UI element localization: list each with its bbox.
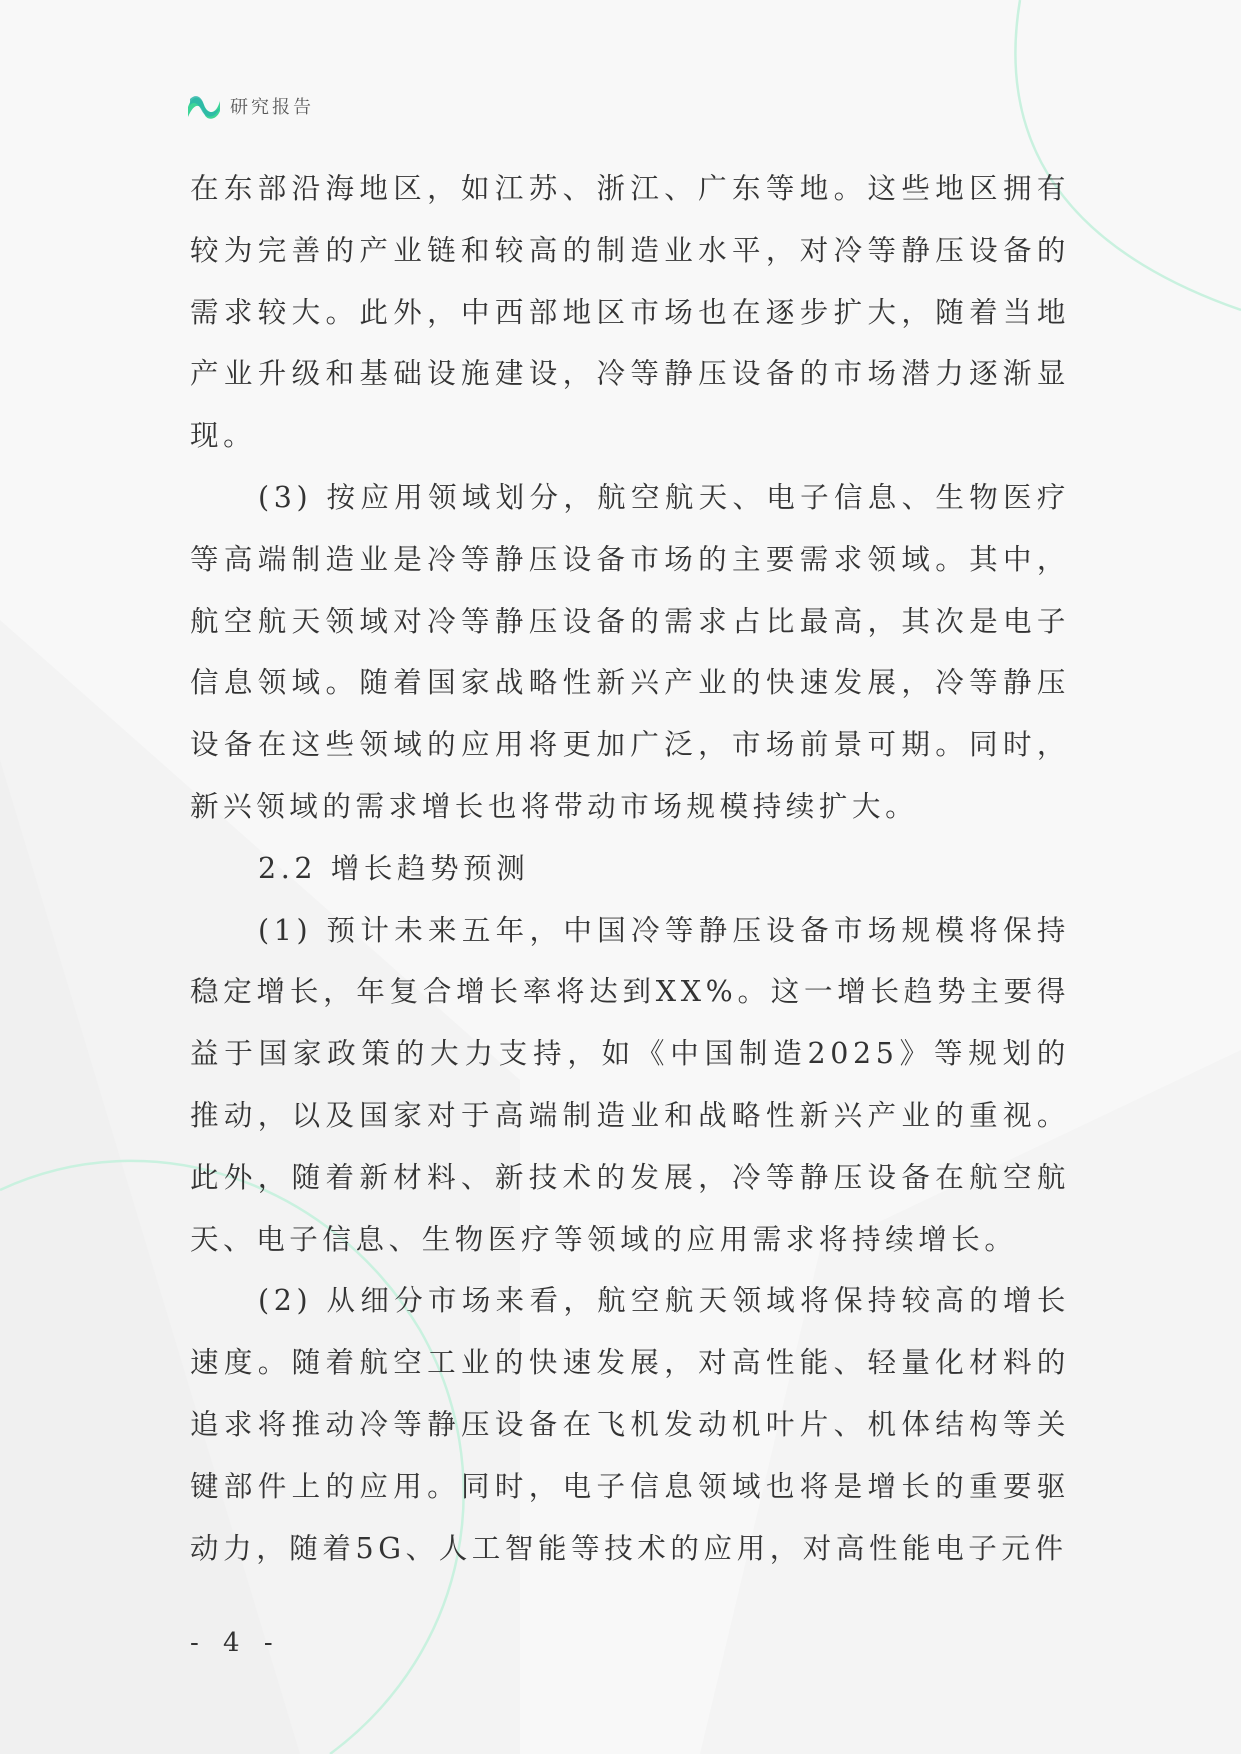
page-number: - 4 - (190, 1628, 281, 1658)
research-report-logo-icon (186, 91, 222, 121)
header-title: 研究报告 (230, 97, 314, 118)
document-body (190, 158, 1070, 1579)
paragraph-segment-growth: (2) 从细分市场来看，航空航天领域将保持较高的增长速度。随着航空工业的快速发展，对高性能、轻量化材料的追求将推动冷等静压设备在飞机发动机叶片、机体结构等关键部件上的应用。同时，电子信息领域也将是增长的重要驱动力，随着5G、人工智能等技术的应用，对高性能电子元件 (190, 1284, 1070, 1565)
page-header (186, 88, 314, 124)
paragraph-growth-forecast: (1) 预计未来五年，中国冷等静压设备市场规模将保持稳定增长，年复合增长率将达到XX%。这一增长趋势主要得益于国家政策的大力支持，如《中国制造2025》等规划的推动，以及国家对于高端制造业和战略性新兴产业的重视。此外，随着新材料、新技术的发展，冷等静压设备在航空航天、电子信息、生物医疗等领域的应用需求将持续增长。 (190, 913, 1070, 1256)
paragraph-application-fields: (3) 按应用领域划分，航空航天、电子信息、生物医疗等高端制造业是冷等静压设备市场的主要需求领域。其中，航空航天领域对冷等静压设备的需求占比最高，其次是电子信息领域。随着国家战略性新兴产业的快速发展，冷等静压设备在这些领域的应用将更加广泛，市场前景可期。同时，新兴领域的需求增长也将带动市场规模持续扩大。 (190, 480, 1070, 823)
section-heading: 2.2 增长趋势预测 (258, 851, 530, 885)
paragraph-regional-market: 在东部沿海地区，如江苏、浙江、广东等地。这些地区拥有较为完善的产业链和较高的制造业水平，对冷等静压设备的需求较大。此外，中西部地区市场也在逐步扩大，随着当地产业升级和基础设施建设，冷等静压设备的市场潜力逐渐显现。 (190, 172, 1070, 453)
